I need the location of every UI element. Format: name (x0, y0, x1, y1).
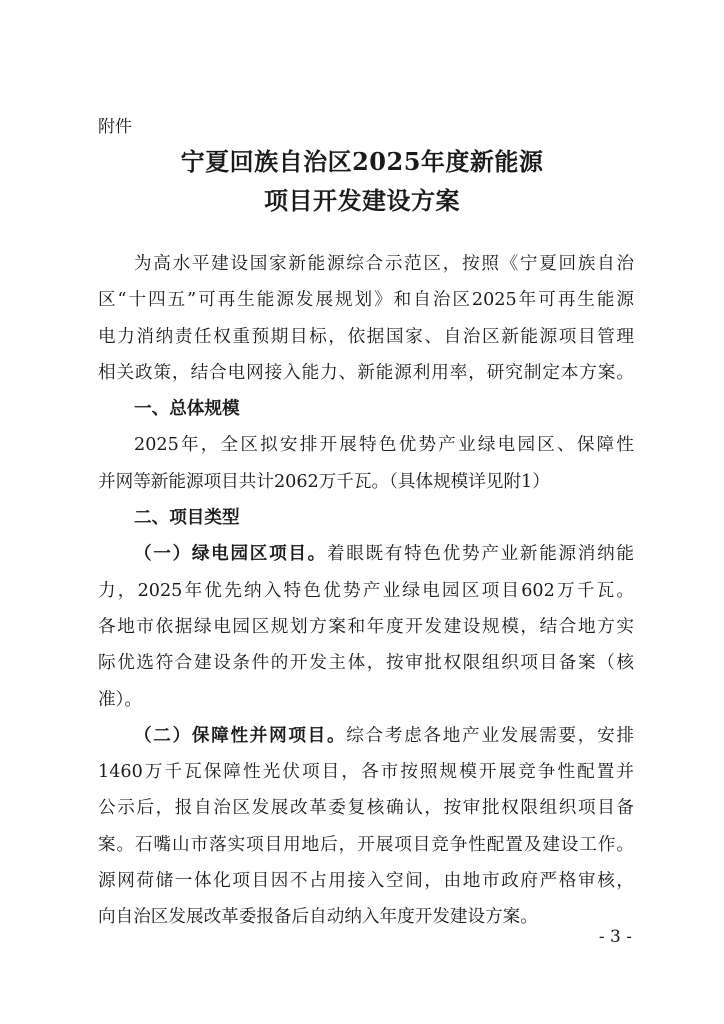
intro-line-2: 区“十四五”可再生能源发展规划》和自治区2025年可再生能源 (98, 290, 634, 311)
page-number: - 3 - (598, 927, 632, 947)
subsection2-line-2: 1460万千瓦保障性光伏项目，各市按照规模开展竞争性配置并 (98, 762, 634, 783)
section1-line-2: 并网等新能源项目共计2062万千瓦。（具体规模详见附1） (98, 471, 550, 492)
subsection1-line-1 (98, 536, 634, 572)
section-heading-overall-scale: 一、总体规模 (134, 399, 240, 420)
subsection1-line-2: 力，2025年优先纳入特色优势产业绿电园区项目602万千瓦。 (98, 580, 634, 601)
subsection1-line-5: 准）。 (98, 689, 142, 710)
document-body (98, 246, 634, 936)
section-heading-project-types: 二、项目类型 (134, 508, 240, 529)
attachment-label: 附件 (98, 117, 132, 137)
subsection2-lead: （二）保障性并网项目。 (134, 725, 347, 746)
section1-line-1: 2025年，全区拟安排开展特色优势产业绿电园区、保障性 (134, 435, 634, 456)
subsection1-lead: （一）绿电园区项目。 (134, 544, 327, 565)
subsection1-line-3: 各地市依据绿电园区规划方案和年度开发建设规模，结合地方实 (98, 616, 634, 637)
subsection2-line-6: 向自治区发展改革委报备后自动纳入年度开发建设方案。 (98, 907, 538, 928)
document-title-line1: 宁夏回族自治区2025年度新能源 (180, 147, 544, 176)
intro-line-3: 电力消纳责任权重预期目标，依据国家、自治区新能源项目管理 (98, 326, 634, 347)
subsection2-line-4: 案。石嘴山市落实项目用地后，开展项目竞争性配置及建设工作。 (98, 834, 634, 855)
subsection1-line1-text: 着眼既有特色优势产业新能源消纳能 (326, 544, 634, 565)
subsection1-line-4: 际优选符合建设条件的开发主体，按审批权限组织项目备案（核 (98, 653, 634, 674)
intro-line-1: 为高水平建设国家新能源综合示范区，按照《宁夏回族自治 (134, 254, 634, 274)
document-title-line2: 项目开发建设方案 (264, 186, 460, 215)
subsection2-line-5: 源网荷储一体化项目因不占用接入空间，由地市政府严格审核， (98, 871, 634, 892)
intro-line-4: 相关政策，结合电网接入能力、新能源利用率，研究制定本方案。 (98, 362, 634, 383)
subsection2-line1-text: 综合考虑各地产业发展需要，安排 (346, 725, 634, 746)
subsection2-line-1 (98, 718, 634, 754)
subsection2-line-3: 公示后，报自治区发展改革委复核确认，按审批权限组织项目备 (98, 798, 634, 819)
